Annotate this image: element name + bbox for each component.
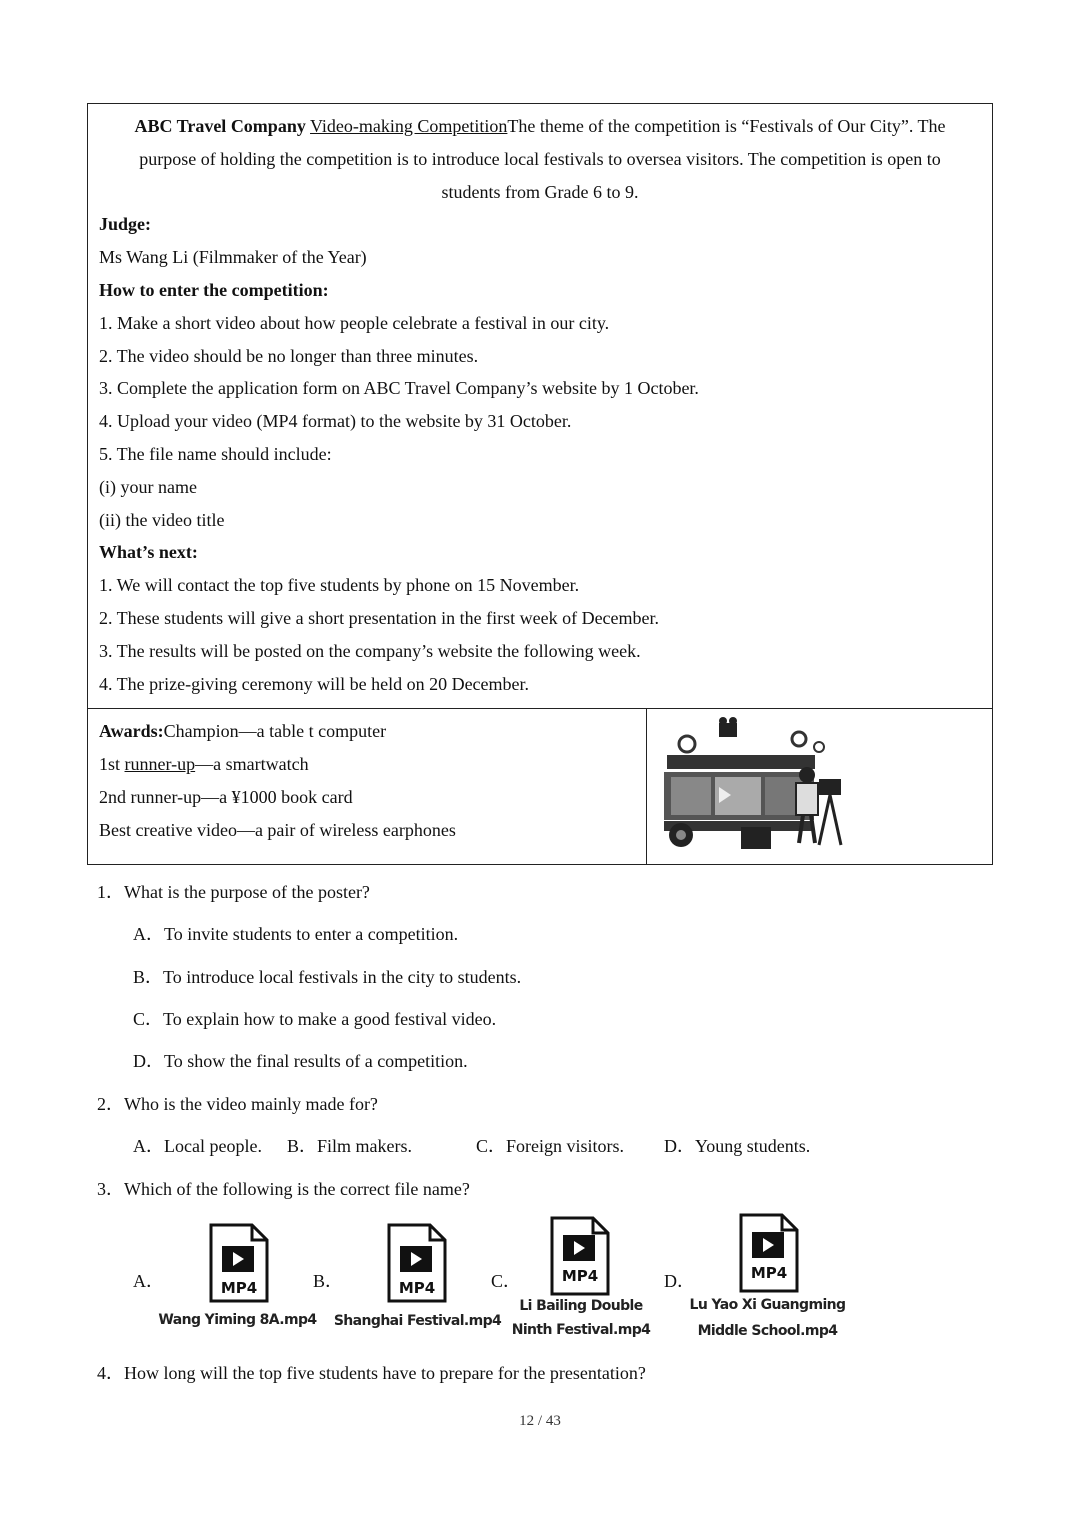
enter-step: (ii) the video title <box>99 509 225 530</box>
q2-option-d[interactable]: D．Young students. <box>664 1136 811 1156</box>
mp4-badge: MP4 <box>398 1279 436 1297</box>
poster-awards-row <box>88 709 992 864</box>
file-name-b: Shanghai Festival.mp4 <box>333 1313 502 1329</box>
enter-step: 2. The video should be no longer than three minutes. <box>99 345 479 366</box>
q1-option-c[interactable]: C．To explain how to make a good festival video. <box>133 1009 497 1029</box>
mp4-file-icon <box>208 1222 270 1309</box>
award-first-rest: —a smartwatch <box>195 754 309 775</box>
next-heading: What’s next: <box>99 542 198 563</box>
judge-name: Ms Wang Li (Filmmaker of the Year) <box>99 247 367 268</box>
mp4-badge: MP4 <box>220 1279 258 1297</box>
poster <box>87 103 993 865</box>
mp4-file-icon <box>738 1212 800 1299</box>
question-2: 2．Who is the video mainly made for? <box>97 1094 378 1114</box>
question-3: 3．Which of the following is the correct file name? <box>97 1179 470 1199</box>
company-name: ABC Travel Company <box>134 116 306 136</box>
award-creative: Best creative video—a pair of wireless earphones <box>99 819 456 840</box>
file-name-d-line2: Middle School.mp4 <box>697 1323 838 1339</box>
award-first-underlined: runner-up <box>124 754 196 775</box>
file-name-d-line1: Lu Yao Xi Guangming <box>689 1297 846 1313</box>
q3-option-a[interactable]: A． <box>133 1271 164 1291</box>
judge-heading: Judge: <box>99 214 152 235</box>
q1-option-b[interactable]: B．To introduce local festivals in the city to students. <box>133 967 522 987</box>
q2-option-c[interactable]: C．Foreign visitors. <box>476 1136 625 1156</box>
enter-step: 3. Complete the application form on ABC Travel Company’s website by 1 October. <box>99 378 699 399</box>
q1-option-a[interactable]: A．To invite students to enter a competition. <box>133 924 459 944</box>
next-step: 2. These students will give a short presentation in the first week of December. <box>99 607 660 628</box>
enter-step: 5. The file name should include: <box>99 443 332 464</box>
poster-main <box>88 104 992 709</box>
award-first-prefix: 1st <box>99 754 125 775</box>
enter-step: 1. Make a short video about how people celebrate a festival in our city. <box>99 312 610 333</box>
awards-heading: Awards: <box>99 721 164 742</box>
file-name-c-line2: Ninth Festival.mp4 <box>511 1322 651 1338</box>
poster-intro <box>99 110 981 208</box>
q3-option-c[interactable]: C． <box>491 1271 522 1291</box>
page-number: 12 / 43 <box>519 1413 561 1429</box>
q3-option-d[interactable]: D． <box>664 1271 695 1291</box>
q2-option-b[interactable]: B．Film makers. <box>287 1136 412 1156</box>
enter-heading: How to enter the competition: <box>99 279 329 300</box>
q3-option-b[interactable]: B． <box>313 1271 344 1291</box>
filmmaking-illustration <box>647 709 992 864</box>
mp4-badge: MP4 <box>561 1267 599 1285</box>
awards-section <box>88 709 647 864</box>
question-4: 4．How long will the top five students have to prepare for the presentation? <box>97 1363 646 1383</box>
q2-option-a[interactable]: A．Local people. <box>133 1136 262 1156</box>
award-champion: Champion—a table t computer <box>163 721 387 742</box>
enter-step: (i) your name <box>99 476 197 497</box>
enter-step: 4. Upload your video (MP4 format) to the website by 31 October. <box>99 411 572 432</box>
q1-option-d[interactable]: D．To show the final results of a competition. <box>133 1051 468 1071</box>
question-1: 1．What is the purpose of the poster? <box>97 882 370 902</box>
intro-text: The theme of the competition is “Festivals of Our City”. The purpose of holding the competition is to introduce local festivals to oversea visitors. The competition is open to students from Grade 6 to 9. <box>139 116 946 202</box>
next-step: 1. We will contact the top five students by phone on 15 November. <box>99 575 580 596</box>
mp4-badge: MP4 <box>750 1264 788 1282</box>
file-name-c-line1: Li Bailing Double <box>519 1298 643 1314</box>
competition-name: Video-making Competition <box>310 116 508 136</box>
file-name-a: Wang Yiming 8A.mp4 <box>158 1312 317 1328</box>
mp4-file-icon <box>386 1222 448 1309</box>
mp4-file-icon <box>549 1215 611 1302</box>
award-second: 2nd runner-up—a ¥1000 book card <box>99 786 353 807</box>
next-step: 4. The prize-giving ceremony will be held on 20 December. <box>99 673 530 694</box>
next-step: 3. The results will be posted on the company’s website the following week. <box>99 640 641 661</box>
